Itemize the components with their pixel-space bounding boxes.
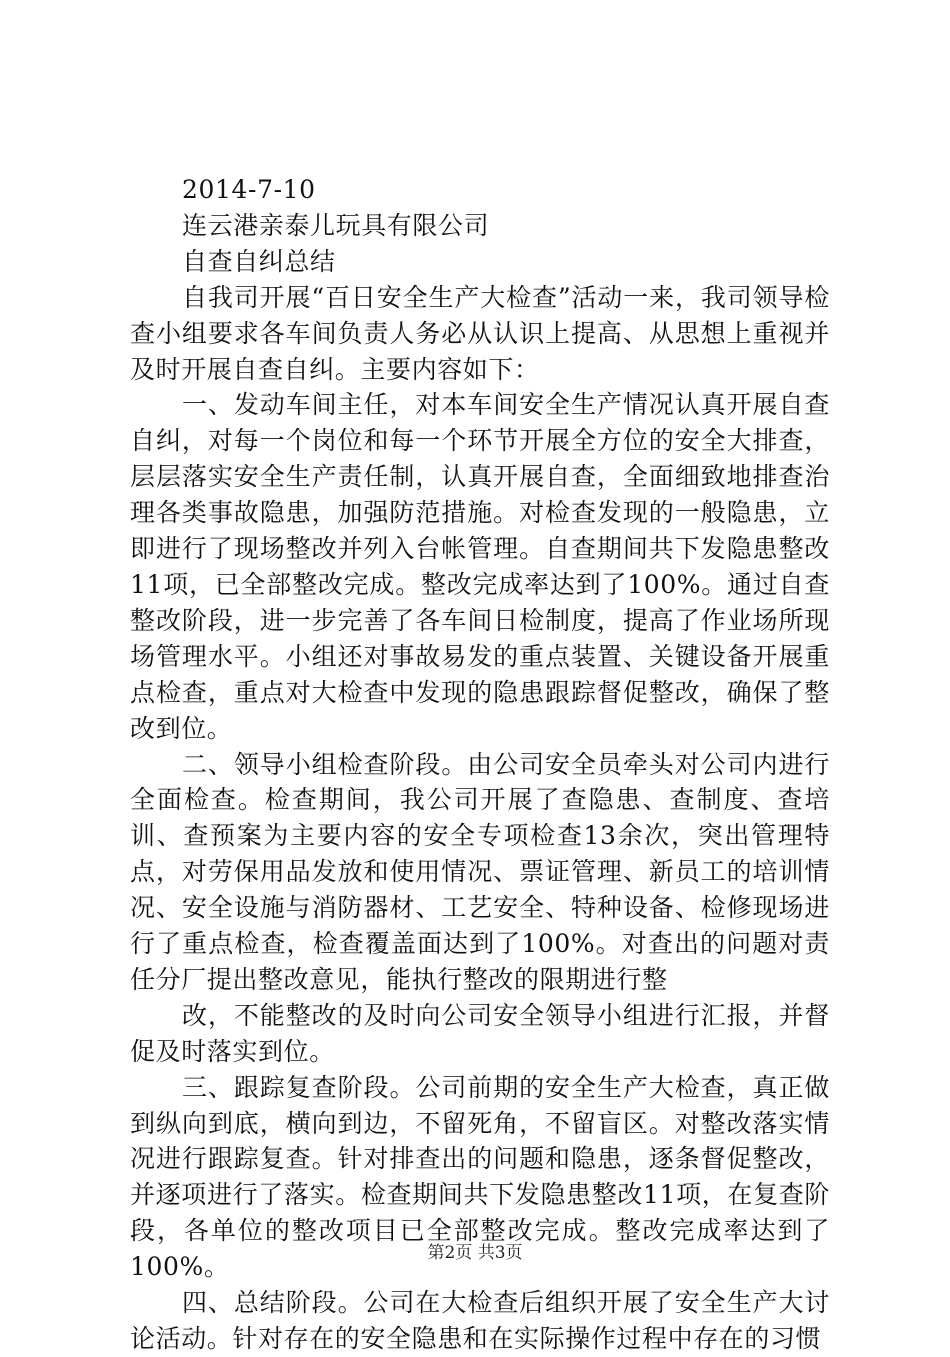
page-footer: 第2页 共3页 <box>427 1243 523 1263</box>
document-body <box>130 172 830 1357</box>
document-title: 自查自纠总结 <box>182 246 336 276</box>
paragraph-section-3: 三、跟踪复查阶段。公司前期的安全生产大检查，真正做到纵向到底，横向到边，不留死角，不留盲区。对整改落实情况进行跟踪复查。针对排查出的问题和隐患，逐条督促整改，并逐项进行了落实。检查期间共下发隐患整改11项，在复查阶段，各单位的整改项目已全部整改完成。整改完成率达到了100%。 <box>130 1072 830 1282</box>
company-name: 连云港亲泰儿玩具有限公司 <box>182 210 490 240</box>
paragraph-section-2: 二、领导小组检查阶段。由公司安全员牵头对公司内进行全面检查。检查期间，我公司开展了查隐患、查制度、查培训、查预案为主要内容的安全专项检查13余次，突出管理特点，对劳保用品发放和使用情况、票证管理、新员工的培训情况、安全设施与消防器材、工艺安全、特种设备、检修现场进行了重点检查，检查覆盖面达到了100%。对查出的问题对责任分厂提出整改意见，能执行整改的限期进行整 <box>130 749 830 994</box>
paragraph-section-2-continued: 改，不能整改的及时向公司安全领导小组进行汇报，并督促及时落实到位。 <box>130 1000 830 1066</box>
paragraph-section-1: 一、发动车间主任，对本车间安全生产情况认真开展自查自纠，对每一个岗位和每一个环节开展全方位的安全大排查，层层落实安全生产责任制，认真开展自查，全面细致地排查治理各类事故隐患，加强防范措施。对检查发现的一般隐患，立即进行了现场整改并列入台帐管理。自查期间共下发隐患整改11项，已全部整改完成。整改完成率达到了100%。通过自查整改阶段，进一步完善了各车间日检制度，提高了作业场所现场管理水平。小组还对事故易发的重点装置、关键设备开展重点检查，重点对大检查中发现的隐患跟踪督促整改，确保了整改到位。 <box>130 390 830 743</box>
paragraph-intro: 自我司开展“百日安全生产大检查”活动一来，我司领导检查小组要求各车间负责人务必从认识上提高、从思想上重视并及时开展自查自纠。主要内容如下： <box>130 282 830 384</box>
paragraph-section-4: 四、总结阶段。公司在大检查后组织开展了安全生产大讨论活动。针对存在的安全隐患和在实际操作过程中存在的习惯 <box>130 1288 830 1353</box>
document-date: 2014-7-10 <box>182 175 316 204</box>
